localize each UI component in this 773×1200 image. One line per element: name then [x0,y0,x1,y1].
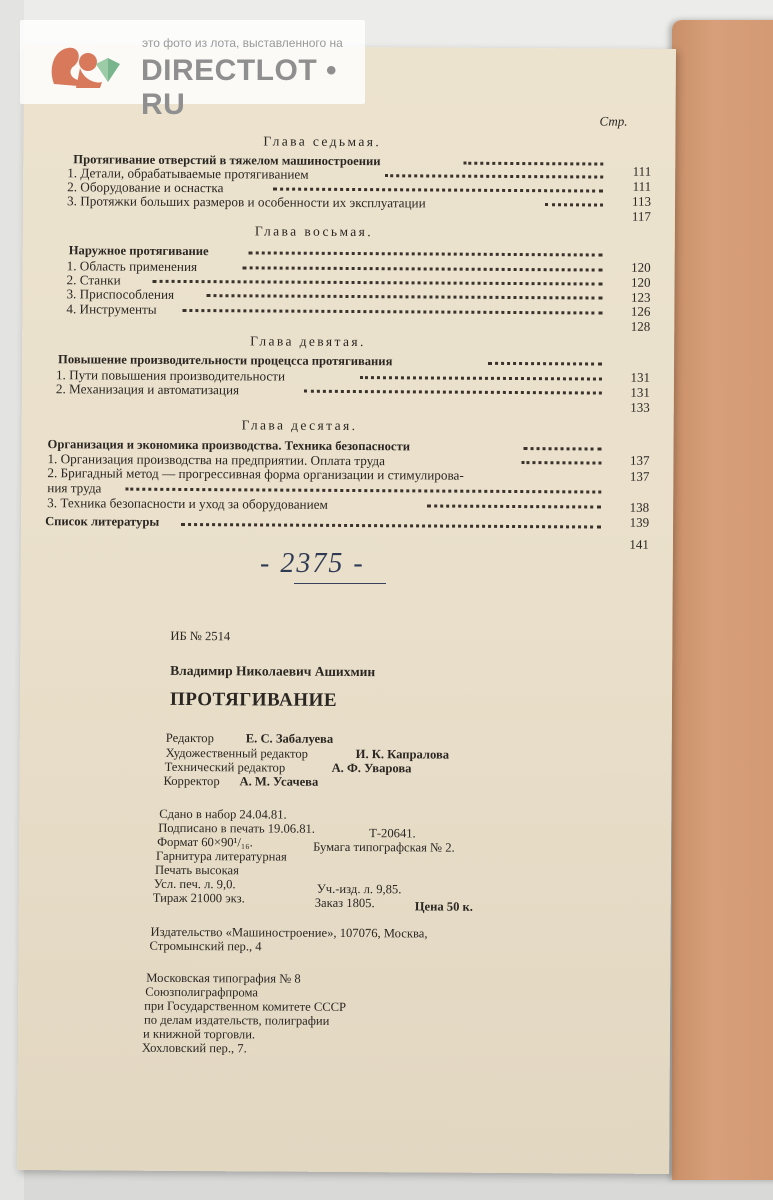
page-number: 111 [632,178,652,194]
dot-leader [182,309,602,315]
page-number: 137 [629,452,650,468]
dot-leader [249,251,603,256]
toc-item: 1. Организация производства на предприятии. Оплата труда [47,451,386,469]
production-line: Т-20641. [369,826,416,841]
dot-leader [545,203,603,206]
page-number: 131 [630,369,651,385]
page-number: 120 [631,274,651,290]
production-line: Тираж 21000 экз. [152,890,245,906]
chapter-heading: Глава восьмая. [254,223,374,240]
toc-item: 3. Техника безопасности и уход за оборудованием [47,495,328,512]
handwritten-price: - 2375 - [260,548,365,579]
price-line: Цена 50 к. [414,899,474,914]
production-line: Формат 60×90¹/₁₆. [157,834,253,850]
page-number: 133 [630,399,650,415]
production-line: Печать высокая [154,862,239,878]
chapter-heading: Глава седьмая. [263,133,382,150]
toc-item: 4. Инструменты [66,301,157,317]
page-number: 126 [630,303,651,319]
page-column-label: Стр. [599,113,628,129]
credit-role: Художественный редактор [165,745,309,761]
author-name: Владимир Николаевич Ашихмин [170,662,376,680]
chapter-title: Повышение производительности процецсса протягивания [58,352,393,369]
dot-leader [125,488,601,494]
adjacent-page-edge [672,20,773,1180]
toc-item: 2. Оборудование и оснастка [67,179,224,196]
page-number: 117 [631,208,652,224]
page-number: 128 [630,318,651,334]
dot-leader [206,294,602,299]
page-number: 120 [631,259,651,275]
production-line: Гарнитура литературная [156,848,287,864]
dot-leader [243,266,603,271]
printer-line: Хохловский пер., 7. [141,1040,247,1056]
chapter-heading: Глава девятая. [250,333,366,350]
dot-leader [153,280,603,286]
chapter-title: Организация и экономика производства. Техника безопасности [47,437,411,454]
credit-role: Технический редактор [164,759,286,775]
credit-role: Редактор [165,730,214,746]
page-number: 139 [629,514,650,530]
toc-item: 3. Протяжки больших размеров и особенности их эксплуатации [67,193,426,211]
dot-leader [304,390,602,395]
handwritten-underline [294,583,386,584]
credit-name: И. К. Капралова [355,747,450,762]
production-line: Подписано в печать 19.06.81. [158,820,316,836]
dot-leader [427,504,601,508]
dot-leader [524,447,602,450]
dot-leader [463,162,603,166]
dot-leader [360,376,602,380]
production-line: Бумага типографская № 2. [313,839,455,855]
squirrel-logo-icon [46,38,128,94]
toc-item: 3. Приспособления [66,286,175,302]
watermark-caption: это фото из лота, выставленного на [142,36,343,50]
page-number: 111 [632,163,652,179]
book-page [17,45,676,1174]
toc-item: 2. Бригадный метод — прогрессивная форма организации и стимулирова- [47,465,464,483]
chapter-title: Протягивание отверстий в тяжелом машиностроении [73,152,381,169]
publisher-line: Издательство «Машиностроение», 107076, Москва, [150,924,428,941]
credit-name: А. Ф. Уварова [331,760,412,776]
watermark-brand: DIRECTLOT • RU [141,54,337,121]
toc-item: ния труда [47,480,102,496]
book-title: ПРОТЯГИВАНИЕ [169,688,338,711]
printer-line: при Государственном комитете СССР [144,998,347,1014]
dot-leader [488,362,602,366]
printer-line: Московская типография № 8 [146,970,301,986]
page-number: 131 [630,384,650,400]
production-line: Усл. печ. л. 9,0. [153,876,236,892]
chapter-title: Наружное протягивание [68,243,209,259]
page-number: 123 [630,289,651,305]
production-line: Сдано в набор 24.04.81. [159,806,287,822]
credit-name: Е. С. Забалуева [245,731,334,746]
chapter-heading: Глава десятая. [241,417,358,434]
toc-item: 1. Область применения [66,258,198,275]
printer-line: Союзполиграфпрома [145,984,259,1000]
bibliography-title: Список литературы [45,514,160,529]
watermark-banner [20,20,365,121]
toc-item: 1. Пути повышения производительности [55,367,286,384]
toc-item: 2. Механизация и автоматизация [55,381,240,398]
credit-name: А. М. Усачева [239,774,319,789]
ib-number: ИБ № 2514 [170,628,231,644]
page-number: 137 [629,468,650,484]
dot-leader [181,523,601,529]
dot-leader [273,188,603,193]
printer-line: по делам издательств, полиграфии [144,1012,330,1028]
dot-leader [521,461,601,464]
page-number: 141 [629,536,650,552]
page-number: 138 [629,499,650,515]
toc-item: 2. Станки [66,272,121,288]
production-line: Заказ 1805. [314,895,375,911]
toc-item: 1. Детали, обрабатываемые протягиванием [67,165,309,182]
printer-line: и книжной торговли. [142,1026,256,1042]
dot-leader [385,174,603,178]
page-number: 113 [631,193,652,209]
credit-role: Корректор [163,773,220,789]
production-line: Уч.-изд. л. 9,85. [316,881,402,897]
publisher-line: Стромынский пер., 4 [149,938,262,954]
